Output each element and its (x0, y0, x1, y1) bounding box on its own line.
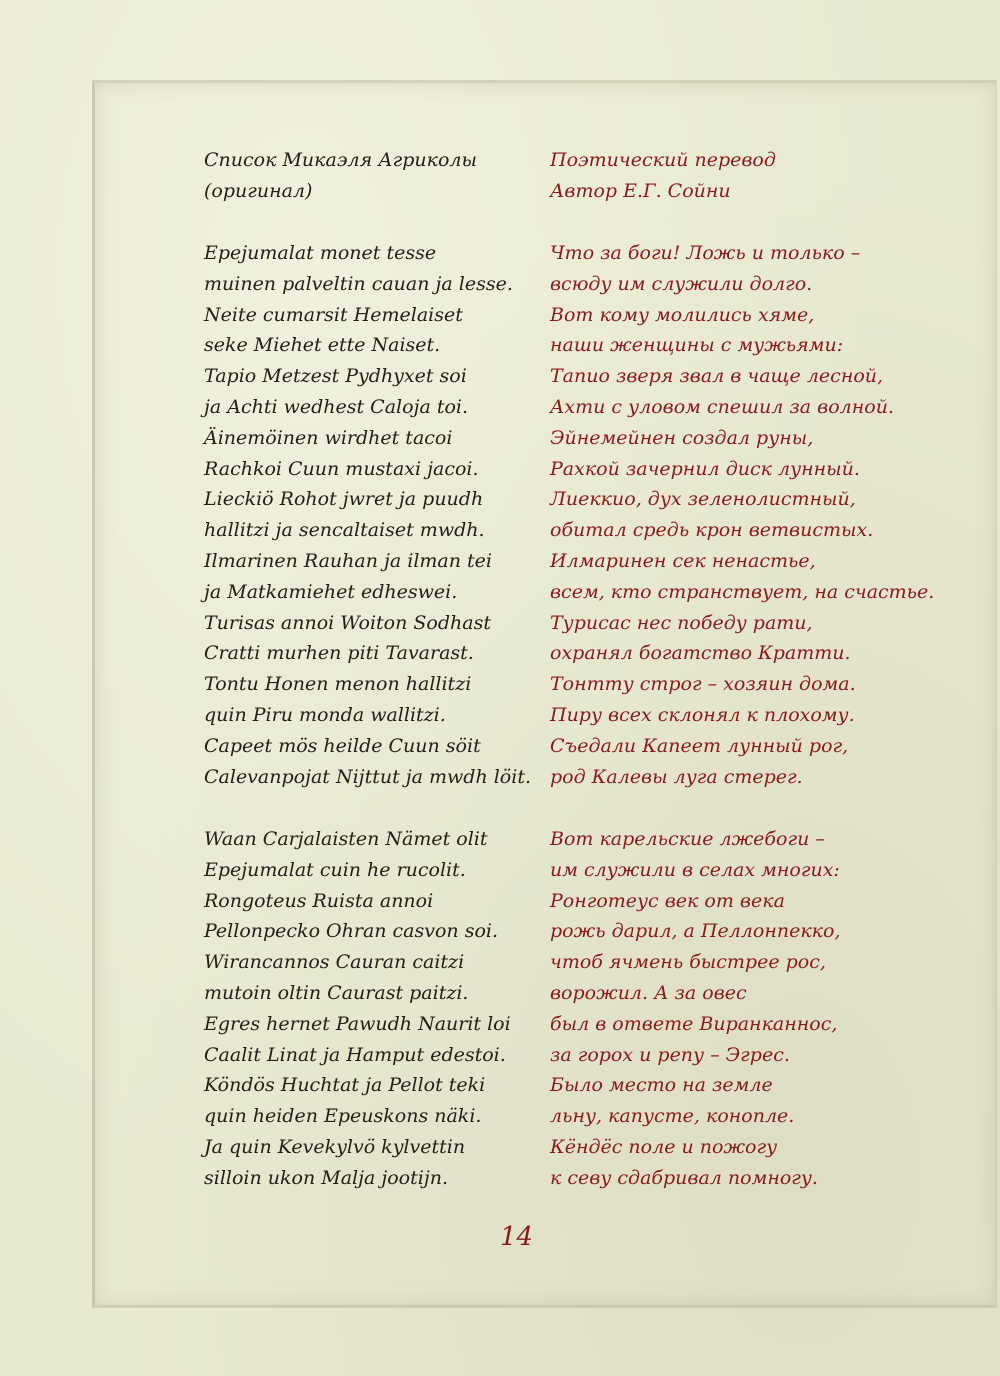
translation-verse-line: Тапио зверя звал в чаще лесной, (550, 365, 884, 388)
original-verse-line: mutoin oltin Caurast paitzi. (204, 981, 469, 1004)
translation-verse-line: Турисас нес победу рати, (550, 611, 813, 634)
translation-stanza-2 (550, 824, 841, 1194)
original-verse-line: Epejumalat cuin he rucolit. (204, 858, 466, 881)
original-verse-line: seke Miehet ette Naiset. (204, 334, 441, 357)
translation-verse-line: Рахкой зачернил диск лунный. (550, 457, 860, 480)
translation-verse-line: Ахти с уловом спешил за волной. (550, 395, 894, 418)
original-verse-line: silloin ukon Malja jootijn. (204, 1166, 449, 1189)
original-verse-line: hallitzi ja sencaltaiset mwdh. (204, 519, 485, 542)
translation-verse-line: Кёндёс поле и пожогу (550, 1135, 778, 1158)
translation-verse-line: всем, кто странствует, на счастье. (550, 580, 935, 603)
original-verse-line: Tapio Metzest Pydhyxet soi (204, 365, 467, 388)
original-verse-line: quin Piru monda wallitzi. (204, 703, 446, 726)
original-stanza-1 (204, 238, 531, 792)
original-heading (204, 145, 477, 207)
translation-verse-line: род Калевы луга стерег. (550, 765, 803, 788)
original-verse-line: Lieckiö Rohot jwret ja puudh (204, 488, 484, 511)
original-verse-line: quin heiden Epeuskons näki. (204, 1105, 482, 1128)
original-verse-line: Calevanpojat Nijttut ja mwdh löit. (204, 765, 531, 788)
original-verse-line: Epejumalat monet tesse (204, 242, 437, 264)
original-verse-line: Ilmarinen Rauhan ja ilman tei (204, 549, 492, 572)
original-verse-line: Äinemöinen wirdhet tacoi (204, 426, 453, 449)
translation-verse-line: всюду им служили долго. (550, 272, 813, 295)
original-verse-line: Wirancannos Cauran caitzi (204, 951, 465, 974)
original-verse-line: muinen palveltin cauan ja lesse. (204, 272, 513, 295)
original-verse-line: Rachkoi Cuun mustaxi jacoi. (204, 457, 479, 480)
translation-verse-line: наши женщины с мужьями: (550, 334, 844, 357)
original-stanza-2 (204, 824, 511, 1194)
original-verse-line: Capeet mös heilde Cuun söit (204, 734, 481, 757)
translation-heading-line: Поэтический перевод (550, 149, 776, 171)
original-verse-line: Turisas annoi Woiton Sodhast (204, 611, 491, 634)
original-verse-line: Cratti murhen piti Tavarast. (204, 642, 474, 665)
original-heading-line: (оригинал) (204, 179, 313, 202)
translation-verse-line: Илмаринен сек ненастье, (550, 549, 816, 572)
original-heading-line: Список Микаэля Агриколы (204, 149, 477, 171)
page-number: 14 (500, 1222, 534, 1252)
original-verse-line: ja Achti wedhest Caloja toi. (204, 395, 469, 418)
original-verse-line: ja Matkamiehet edheswei. (204, 580, 458, 603)
original-verse-line: Egres hernet Pawudh Naurit loi (204, 1012, 511, 1035)
original-verse-line: Tontu Honen menon hallitzi (204, 673, 472, 696)
translation-verse-line: за горох и репу – Эгрес. (550, 1043, 790, 1066)
translation-heading (550, 145, 776, 207)
translation-verse-line: Эйнемейнен создал руны, (550, 426, 814, 449)
translation-verse-line: обитал средь крон ветвистых. (550, 519, 874, 542)
original-verse-line: Ja quin Kevekylvö kylvettin (204, 1135, 466, 1158)
original-verse-line: Caalit Linat ja Hamput edestoi. (204, 1043, 506, 1066)
original-verse-line: Köndös Huchtat ja Pellot teki (204, 1074, 486, 1097)
translation-verse-line: льну, капусте, конопле. (550, 1105, 795, 1128)
translation-verse-line: ворожил. А за овес (550, 981, 747, 1004)
original-verse-line: Pellonpecko Ohran casvon soi. (204, 920, 499, 943)
translation-heading-line: Автор Е.Г. Сойни (550, 179, 731, 202)
translation-verse-line: Было место на земле (550, 1074, 773, 1097)
translation-verse-line: им служили в селах многих: (550, 858, 840, 881)
translation-verse-line: Вот кому молились хяме, (550, 303, 815, 326)
translation-verse-line: Съедали Капеет лунный рог, (550, 734, 849, 757)
original-verse-line: Waan Carjalaisten Nämet olit (204, 828, 488, 850)
translation-verse-line: Тонтту строг – хозяин дома. (550, 673, 856, 696)
translation-verse-line: чтоб ячмень быстрее рос, (550, 951, 826, 974)
translation-verse-line: Что за боги! Ложь и только – (550, 242, 861, 264)
translation-verse-line: охранял богатство Кратти. (550, 642, 851, 665)
original-verse-line: Neite cumarsit Hemelaiset (204, 303, 463, 326)
translation-stanza-1 (550, 238, 934, 792)
translation-verse-line: Ронготеус век от века (550, 889, 785, 912)
original-verse-line: Rongoteus Ruista annoi (204, 889, 434, 912)
translation-verse-line: рожь дарил, а Пеллонпекко, (550, 920, 841, 943)
translation-verse-line: Лиеккио, дух зеленолистный, (550, 488, 856, 511)
translation-verse-line: к севу сдабривал помногу. (550, 1166, 818, 1189)
translation-verse-line: Пиру всех склонял к плохому. (550, 703, 855, 726)
translation-verse-line: был в ответе Виранканнос, (550, 1012, 838, 1035)
translation-verse-line: Вот карельские лжебоги – (550, 828, 825, 850)
